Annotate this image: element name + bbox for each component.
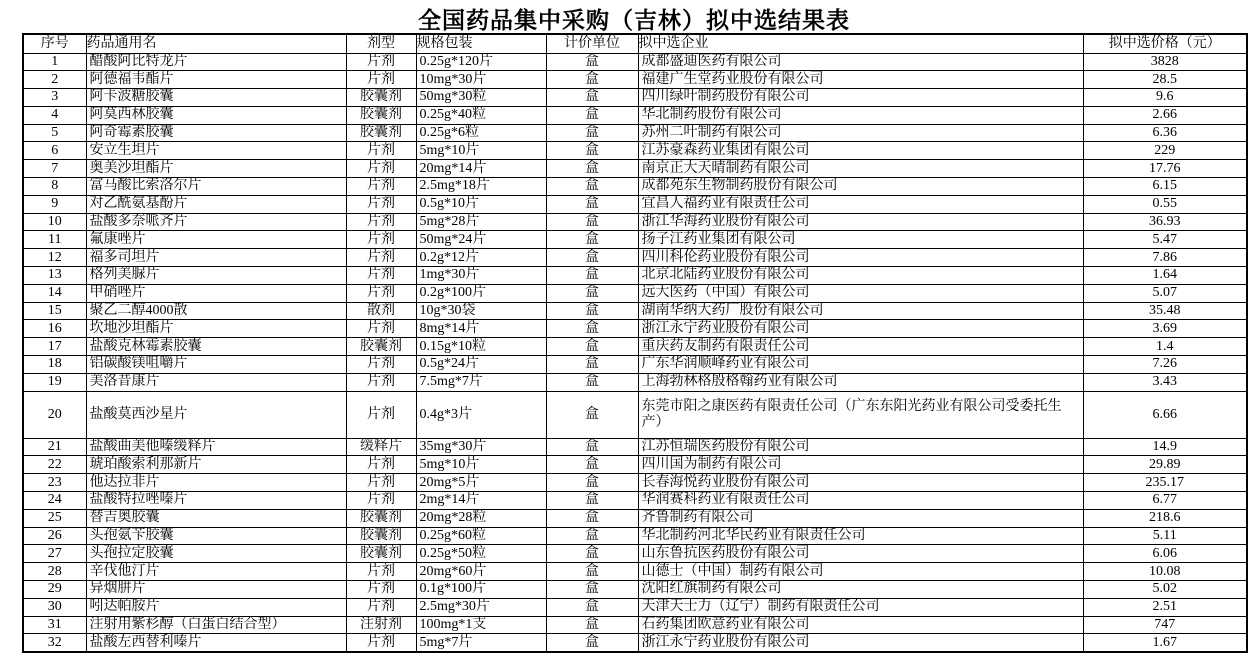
cell-dosage-form: 片剂 [346, 71, 416, 89]
cell-unit: 盒 [546, 71, 638, 89]
cell-drug-name: 盐酸莫西沙星片 [86, 391, 346, 438]
cell-index: 13 [23, 267, 86, 285]
cell-drug-name: 头孢拉定胶囊 [86, 545, 346, 563]
cell-index: 8 [23, 178, 86, 196]
column-header-spec-package: 规格包装 [416, 34, 546, 53]
cell-price: 2.51 [1083, 598, 1247, 616]
table-row [23, 178, 1247, 196]
cell-dosage-form: 片剂 [346, 284, 416, 302]
cell-dosage-form: 片剂 [346, 231, 416, 249]
cell-dosage-form: 缓释片 [346, 438, 416, 456]
cell-unit: 盒 [546, 267, 638, 285]
cell-unit: 盒 [546, 213, 638, 231]
cell-dosage-form: 片剂 [346, 456, 416, 474]
cell-price: 28.5 [1083, 71, 1247, 89]
cell-price: 2.66 [1083, 106, 1247, 124]
column-header-company: 拟中选企业 [638, 34, 1083, 53]
cell-spec-package: 10g*30袋 [416, 302, 546, 320]
cell-price: 3828 [1083, 53, 1247, 71]
cell-dosage-form: 片剂 [346, 267, 416, 285]
cell-drug-name: 盐酸克林霉素胶囊 [86, 338, 346, 356]
cell-drug-name: 甲硝唑片 [86, 284, 346, 302]
cell-company: 苏州二叶制药有限公司 [638, 124, 1083, 142]
cell-price: 3.43 [1083, 373, 1247, 391]
cell-price: 9.6 [1083, 89, 1247, 107]
cell-drug-name: 盐酸左西替利嗪片 [86, 634, 346, 652]
cell-company: 山德士（中国）制药有限公司 [638, 563, 1083, 581]
table-row [23, 195, 1247, 213]
cell-price: 35.48 [1083, 302, 1247, 320]
cell-drug-name: 聚乙二醇4000散 [86, 302, 346, 320]
cell-drug-name: 铝碳酸镁咀嚼片 [86, 356, 346, 374]
cell-dosage-form: 片剂 [346, 142, 416, 160]
cell-price: 5.07 [1083, 284, 1247, 302]
cell-dosage-form: 片剂 [346, 249, 416, 267]
cell-unit: 盒 [546, 249, 638, 267]
table-row [23, 598, 1247, 616]
cell-dosage-form: 片剂 [346, 213, 416, 231]
cell-unit: 盒 [546, 581, 638, 599]
cell-drug-name: 辛伐他汀片 [86, 563, 346, 581]
cell-price: 14.9 [1083, 438, 1247, 456]
cell-price: 0.55 [1083, 195, 1247, 213]
cell-index: 26 [23, 527, 86, 545]
cell-dosage-form: 胶囊剂 [346, 89, 416, 107]
cell-price: 229 [1083, 142, 1247, 160]
cell-company: 上海勃林格殷格翰药业有限公司 [638, 373, 1083, 391]
cell-price: 17.76 [1083, 160, 1247, 178]
cell-dosage-form: 片剂 [346, 391, 416, 438]
cell-index: 11 [23, 231, 86, 249]
table-row [23, 53, 1247, 71]
cell-drug-name: 安立生坦片 [86, 142, 346, 160]
cell-unit: 盒 [546, 302, 638, 320]
cell-drug-name: 阿奇霉素胶囊 [86, 124, 346, 142]
cell-dosage-form: 片剂 [346, 160, 416, 178]
cell-company: 北京北陆药业股份有限公司 [638, 267, 1083, 285]
cell-company: 浙江华海药业股份有限公司 [638, 213, 1083, 231]
header-row [23, 34, 1247, 53]
cell-dosage-form: 片剂 [346, 581, 416, 599]
cell-drug-name: 他达拉非片 [86, 474, 346, 492]
cell-dosage-form: 片剂 [346, 320, 416, 338]
cell-drug-name: 异烟肼片 [86, 581, 346, 599]
column-header-price: 拟中选价格（元） [1083, 34, 1247, 53]
cell-spec-package: 0.4g*3片 [416, 391, 546, 438]
cell-dosage-form: 胶囊剂 [346, 106, 416, 124]
cell-unit: 盒 [546, 438, 638, 456]
cell-company: 齐鲁制药有限公司 [638, 509, 1083, 527]
cell-unit: 盒 [546, 391, 638, 438]
cell-unit: 盒 [546, 338, 638, 356]
cell-drug-name: 盐酸曲美他嗪缓释片 [86, 438, 346, 456]
cell-drug-name: 头孢氨苄胶囊 [86, 527, 346, 545]
table-row [23, 616, 1247, 634]
cell-dosage-form: 片剂 [346, 53, 416, 71]
cell-unit: 盒 [546, 492, 638, 510]
cell-spec-package: 5mg*28片 [416, 213, 546, 231]
cell-drug-name: 阿德福韦酯片 [86, 71, 346, 89]
cell-unit: 盒 [546, 142, 638, 160]
table-row [23, 456, 1247, 474]
table-body [23, 53, 1247, 652]
cell-price: 747 [1083, 616, 1247, 634]
cell-company: 成都盛迪医药有限公司 [638, 53, 1083, 71]
cell-drug-name: 阿卡波糖胶囊 [86, 89, 346, 107]
cell-dosage-form: 片剂 [346, 563, 416, 581]
cell-index: 18 [23, 356, 86, 374]
results-table [22, 33, 1248, 653]
cell-unit: 盒 [546, 178, 638, 196]
table-row [23, 338, 1247, 356]
cell-spec-package: 35mg*30片 [416, 438, 546, 456]
cell-index: 7 [23, 160, 86, 178]
cell-drug-name: 醋酸阿比特龙片 [86, 53, 346, 71]
cell-company: 天津天士力（辽宁）制药有限责任公司 [638, 598, 1083, 616]
cell-price: 218.6 [1083, 509, 1247, 527]
cell-company: 浙江永宁药业股份有限公司 [638, 320, 1083, 338]
table-row [23, 320, 1247, 338]
table-row [23, 474, 1247, 492]
cell-index: 17 [23, 338, 86, 356]
cell-spec-package: 5mg*10片 [416, 456, 546, 474]
cell-company: 湖南华纳大药厂股份有限公司 [638, 302, 1083, 320]
cell-spec-package: 0.25g*50粒 [416, 545, 546, 563]
cell-index: 20 [23, 391, 86, 438]
cell-spec-package: 0.5g*10片 [416, 195, 546, 213]
cell-spec-package: 0.25g*120片 [416, 53, 546, 71]
cell-unit: 盒 [546, 356, 638, 374]
cell-spec-package: 0.1g*100片 [416, 581, 546, 599]
cell-index: 1 [23, 53, 86, 71]
cell-spec-package: 0.2g*12片 [416, 249, 546, 267]
table-row [23, 509, 1247, 527]
cell-price: 6.06 [1083, 545, 1247, 563]
cell-company: 沈阳红旗制药有限公司 [638, 581, 1083, 599]
cell-price: 10.08 [1083, 563, 1247, 581]
table-row [23, 391, 1247, 438]
page-title: 全国药品集中采购（吉林）拟中选结果表 [418, 8, 850, 33]
cell-unit: 盒 [546, 527, 638, 545]
cell-unit: 盒 [546, 284, 638, 302]
cell-spec-package: 50mg*24片 [416, 231, 546, 249]
cell-unit: 盒 [546, 231, 638, 249]
table-row [23, 160, 1247, 178]
cell-unit: 盒 [546, 456, 638, 474]
cell-unit: 盒 [546, 634, 638, 652]
column-header-drug-name: 药品通用名 [86, 34, 346, 53]
cell-company: 四川绿叶制药股份有限公司 [638, 89, 1083, 107]
cell-company: 东莞市阳之康医药有限责任公司（广东东阳光药业有限公司受委托生产） [638, 391, 1083, 438]
cell-unit: 盒 [546, 195, 638, 213]
cell-unit: 盒 [546, 160, 638, 178]
cell-unit: 盒 [546, 509, 638, 527]
cell-company: 华润赛科药业有限责任公司 [638, 492, 1083, 510]
cell-company: 成都苑东生物制药股份有限公司 [638, 178, 1083, 196]
cell-index: 12 [23, 249, 86, 267]
cell-unit: 盒 [546, 320, 638, 338]
cell-company: 福建广生堂药业股份有限公司 [638, 71, 1083, 89]
cell-spec-package: 20mg*14片 [416, 160, 546, 178]
table-row [23, 284, 1247, 302]
table-row [23, 581, 1247, 599]
cell-dosage-form: 胶囊剂 [346, 509, 416, 527]
cell-spec-package: 5mg*10片 [416, 142, 546, 160]
cell-company: 浙江永宁药业股份有限公司 [638, 634, 1083, 652]
cell-index: 3 [23, 89, 86, 107]
cell-spec-package: 2.5mg*18片 [416, 178, 546, 196]
cell-index: 2 [23, 71, 86, 89]
cell-drug-name: 盐酸多奈哌齐片 [86, 213, 346, 231]
cell-company: 江苏恒瑞医药股份有限公司 [638, 438, 1083, 456]
table-row [23, 231, 1247, 249]
cell-index: 19 [23, 373, 86, 391]
table-row [23, 563, 1247, 581]
cell-price: 5.02 [1083, 581, 1247, 599]
cell-company: 重庆药友制药有限责任公司 [638, 338, 1083, 356]
cell-price: 1.4 [1083, 338, 1247, 356]
cell-dosage-form: 注射剂 [346, 616, 416, 634]
cell-drug-name: 美洛昔康片 [86, 373, 346, 391]
cell-price: 1.67 [1083, 634, 1247, 652]
table-row [23, 89, 1247, 107]
cell-dosage-form: 片剂 [346, 373, 416, 391]
table-row [23, 71, 1247, 89]
cell-dosage-form: 片剂 [346, 634, 416, 652]
cell-index: 24 [23, 492, 86, 510]
cell-price: 6.66 [1083, 391, 1247, 438]
cell-company: 山东鲁抗医药股份有限公司 [638, 545, 1083, 563]
cell-price: 5.11 [1083, 527, 1247, 545]
table-row [23, 106, 1247, 124]
cell-price: 6.77 [1083, 492, 1247, 510]
cell-spec-package: 0.25g*6粒 [416, 124, 546, 142]
cell-price: 7.86 [1083, 249, 1247, 267]
cell-unit: 盒 [546, 598, 638, 616]
cell-price: 235.17 [1083, 474, 1247, 492]
cell-dosage-form: 片剂 [346, 492, 416, 510]
table-row [23, 213, 1247, 231]
cell-drug-name: 替吉奥胶囊 [86, 509, 346, 527]
table-row [23, 142, 1247, 160]
cell-spec-package: 8mg*14片 [416, 320, 546, 338]
table-row [23, 438, 1247, 456]
cell-spec-package: 50mg*30粒 [416, 89, 546, 107]
cell-index: 5 [23, 124, 86, 142]
cell-dosage-form: 胶囊剂 [346, 527, 416, 545]
cell-spec-package: 0.2g*100片 [416, 284, 546, 302]
cell-index: 23 [23, 474, 86, 492]
cell-company: 四川国为制药有限公司 [638, 456, 1083, 474]
cell-unit: 盒 [546, 563, 638, 581]
cell-index: 10 [23, 213, 86, 231]
column-header-dosage-form: 剂型 [346, 34, 416, 53]
cell-price: 6.36 [1083, 124, 1247, 142]
cell-spec-package: 20mg*5片 [416, 474, 546, 492]
cell-unit: 盒 [546, 53, 638, 71]
cell-spec-package: 1mg*30片 [416, 267, 546, 285]
cell-drug-name: 坎地沙坦酯片 [86, 320, 346, 338]
table-row [23, 527, 1247, 545]
cell-dosage-form: 片剂 [346, 178, 416, 196]
cell-company: 长春海悦药业股份有限公司 [638, 474, 1083, 492]
cell-index: 28 [23, 563, 86, 581]
table-row [23, 267, 1247, 285]
cell-spec-package: 10mg*30片 [416, 71, 546, 89]
cell-price: 6.15 [1083, 178, 1247, 196]
cell-company: 远大医药（中国）有限公司 [638, 284, 1083, 302]
cell-price: 1.64 [1083, 267, 1247, 285]
cell-index: 4 [23, 106, 86, 124]
table-row [23, 373, 1247, 391]
cell-dosage-form: 胶囊剂 [346, 124, 416, 142]
cell-price: 5.47 [1083, 231, 1247, 249]
cell-company: 石药集团欧意药业有限公司 [638, 616, 1083, 634]
cell-index: 27 [23, 545, 86, 563]
cell-drug-name: 对乙酰氨基酚片 [86, 195, 346, 213]
cell-unit: 盒 [546, 616, 638, 634]
cell-price: 29.89 [1083, 456, 1247, 474]
cell-drug-name: 福多司坦片 [86, 249, 346, 267]
cell-spec-package: 7.5mg*7片 [416, 373, 546, 391]
cell-company: 华北制药河北华民药业有限责任公司 [638, 527, 1083, 545]
column-header-unit: 计价单位 [546, 34, 638, 53]
cell-drug-name: 奥美沙坦酯片 [86, 160, 346, 178]
cell-index: 29 [23, 581, 86, 599]
column-header-index: 序号 [23, 34, 86, 53]
cell-drug-name: 阿莫西林胶囊 [86, 106, 346, 124]
cell-price: 36.93 [1083, 213, 1247, 231]
cell-unit: 盒 [546, 124, 638, 142]
cell-index: 21 [23, 438, 86, 456]
cell-unit: 盒 [546, 373, 638, 391]
cell-index: 15 [23, 302, 86, 320]
cell-dosage-form: 胶囊剂 [346, 338, 416, 356]
cell-index: 25 [23, 509, 86, 527]
cell-index: 22 [23, 456, 86, 474]
cell-spec-package: 0.25g*40粒 [416, 106, 546, 124]
cell-index: 16 [23, 320, 86, 338]
cell-spec-package: 20mg*28粒 [416, 509, 546, 527]
cell-index: 32 [23, 634, 86, 652]
cell-dosage-form: 片剂 [346, 356, 416, 374]
cell-dosage-form: 片剂 [346, 598, 416, 616]
cell-drug-name: 富马酸比索洛尔片 [86, 178, 346, 196]
cell-index: 14 [23, 284, 86, 302]
cell-spec-package: 5mg*7片 [416, 634, 546, 652]
cell-spec-package: 0.5g*24片 [416, 356, 546, 374]
cell-drug-name: 琥珀酸索利那新片 [86, 456, 346, 474]
cell-drug-name: 盐酸特拉唑嗪片 [86, 492, 346, 510]
cell-company: 南京正大天晴制药有限公司 [638, 160, 1083, 178]
cell-company: 扬子江药业集团有限公司 [638, 231, 1083, 249]
table-row [23, 124, 1247, 142]
cell-dosage-form: 胶囊剂 [346, 545, 416, 563]
cell-company: 宜昌人福药业有限责任公司 [638, 195, 1083, 213]
cell-spec-package: 20mg*60片 [416, 563, 546, 581]
cell-drug-name: 注射用紫杉醇（白蛋白结合型） [86, 616, 346, 634]
cell-drug-name: 吲达帕胺片 [86, 598, 346, 616]
cell-spec-package: 100mg*1支 [416, 616, 546, 634]
table-row [23, 356, 1247, 374]
cell-company: 四川科伦药业股份有限公司 [638, 249, 1083, 267]
cell-dosage-form: 片剂 [346, 195, 416, 213]
cell-unit: 盒 [546, 545, 638, 563]
cell-price: 3.69 [1083, 320, 1247, 338]
cell-drug-name: 氟康唑片 [86, 231, 346, 249]
cell-unit: 盒 [546, 106, 638, 124]
cell-price: 7.26 [1083, 356, 1247, 374]
table-row [23, 492, 1247, 510]
cell-dosage-form: 散剂 [346, 302, 416, 320]
cell-drug-name: 格列美脲片 [86, 267, 346, 285]
cell-index: 31 [23, 616, 86, 634]
table-row [23, 249, 1247, 267]
cell-index: 30 [23, 598, 86, 616]
cell-company: 江苏豪森药业集团有限公司 [638, 142, 1083, 160]
cell-dosage-form: 片剂 [346, 474, 416, 492]
cell-spec-package: 2.5mg*30片 [416, 598, 546, 616]
cell-company: 广东华润顺峰药业有限公司 [638, 356, 1083, 374]
cell-spec-package: 0.15g*10粒 [416, 338, 546, 356]
table-row [23, 545, 1247, 563]
cell-unit: 盒 [546, 474, 638, 492]
cell-unit: 盒 [546, 89, 638, 107]
cell-spec-package: 0.25g*60粒 [416, 527, 546, 545]
table-row [23, 634, 1247, 652]
cell-index: 9 [23, 195, 86, 213]
cell-spec-package: 2mg*14片 [416, 492, 546, 510]
cell-company: 华北制药股份有限公司 [638, 106, 1083, 124]
cell-index: 6 [23, 142, 86, 160]
table-row [23, 302, 1247, 320]
